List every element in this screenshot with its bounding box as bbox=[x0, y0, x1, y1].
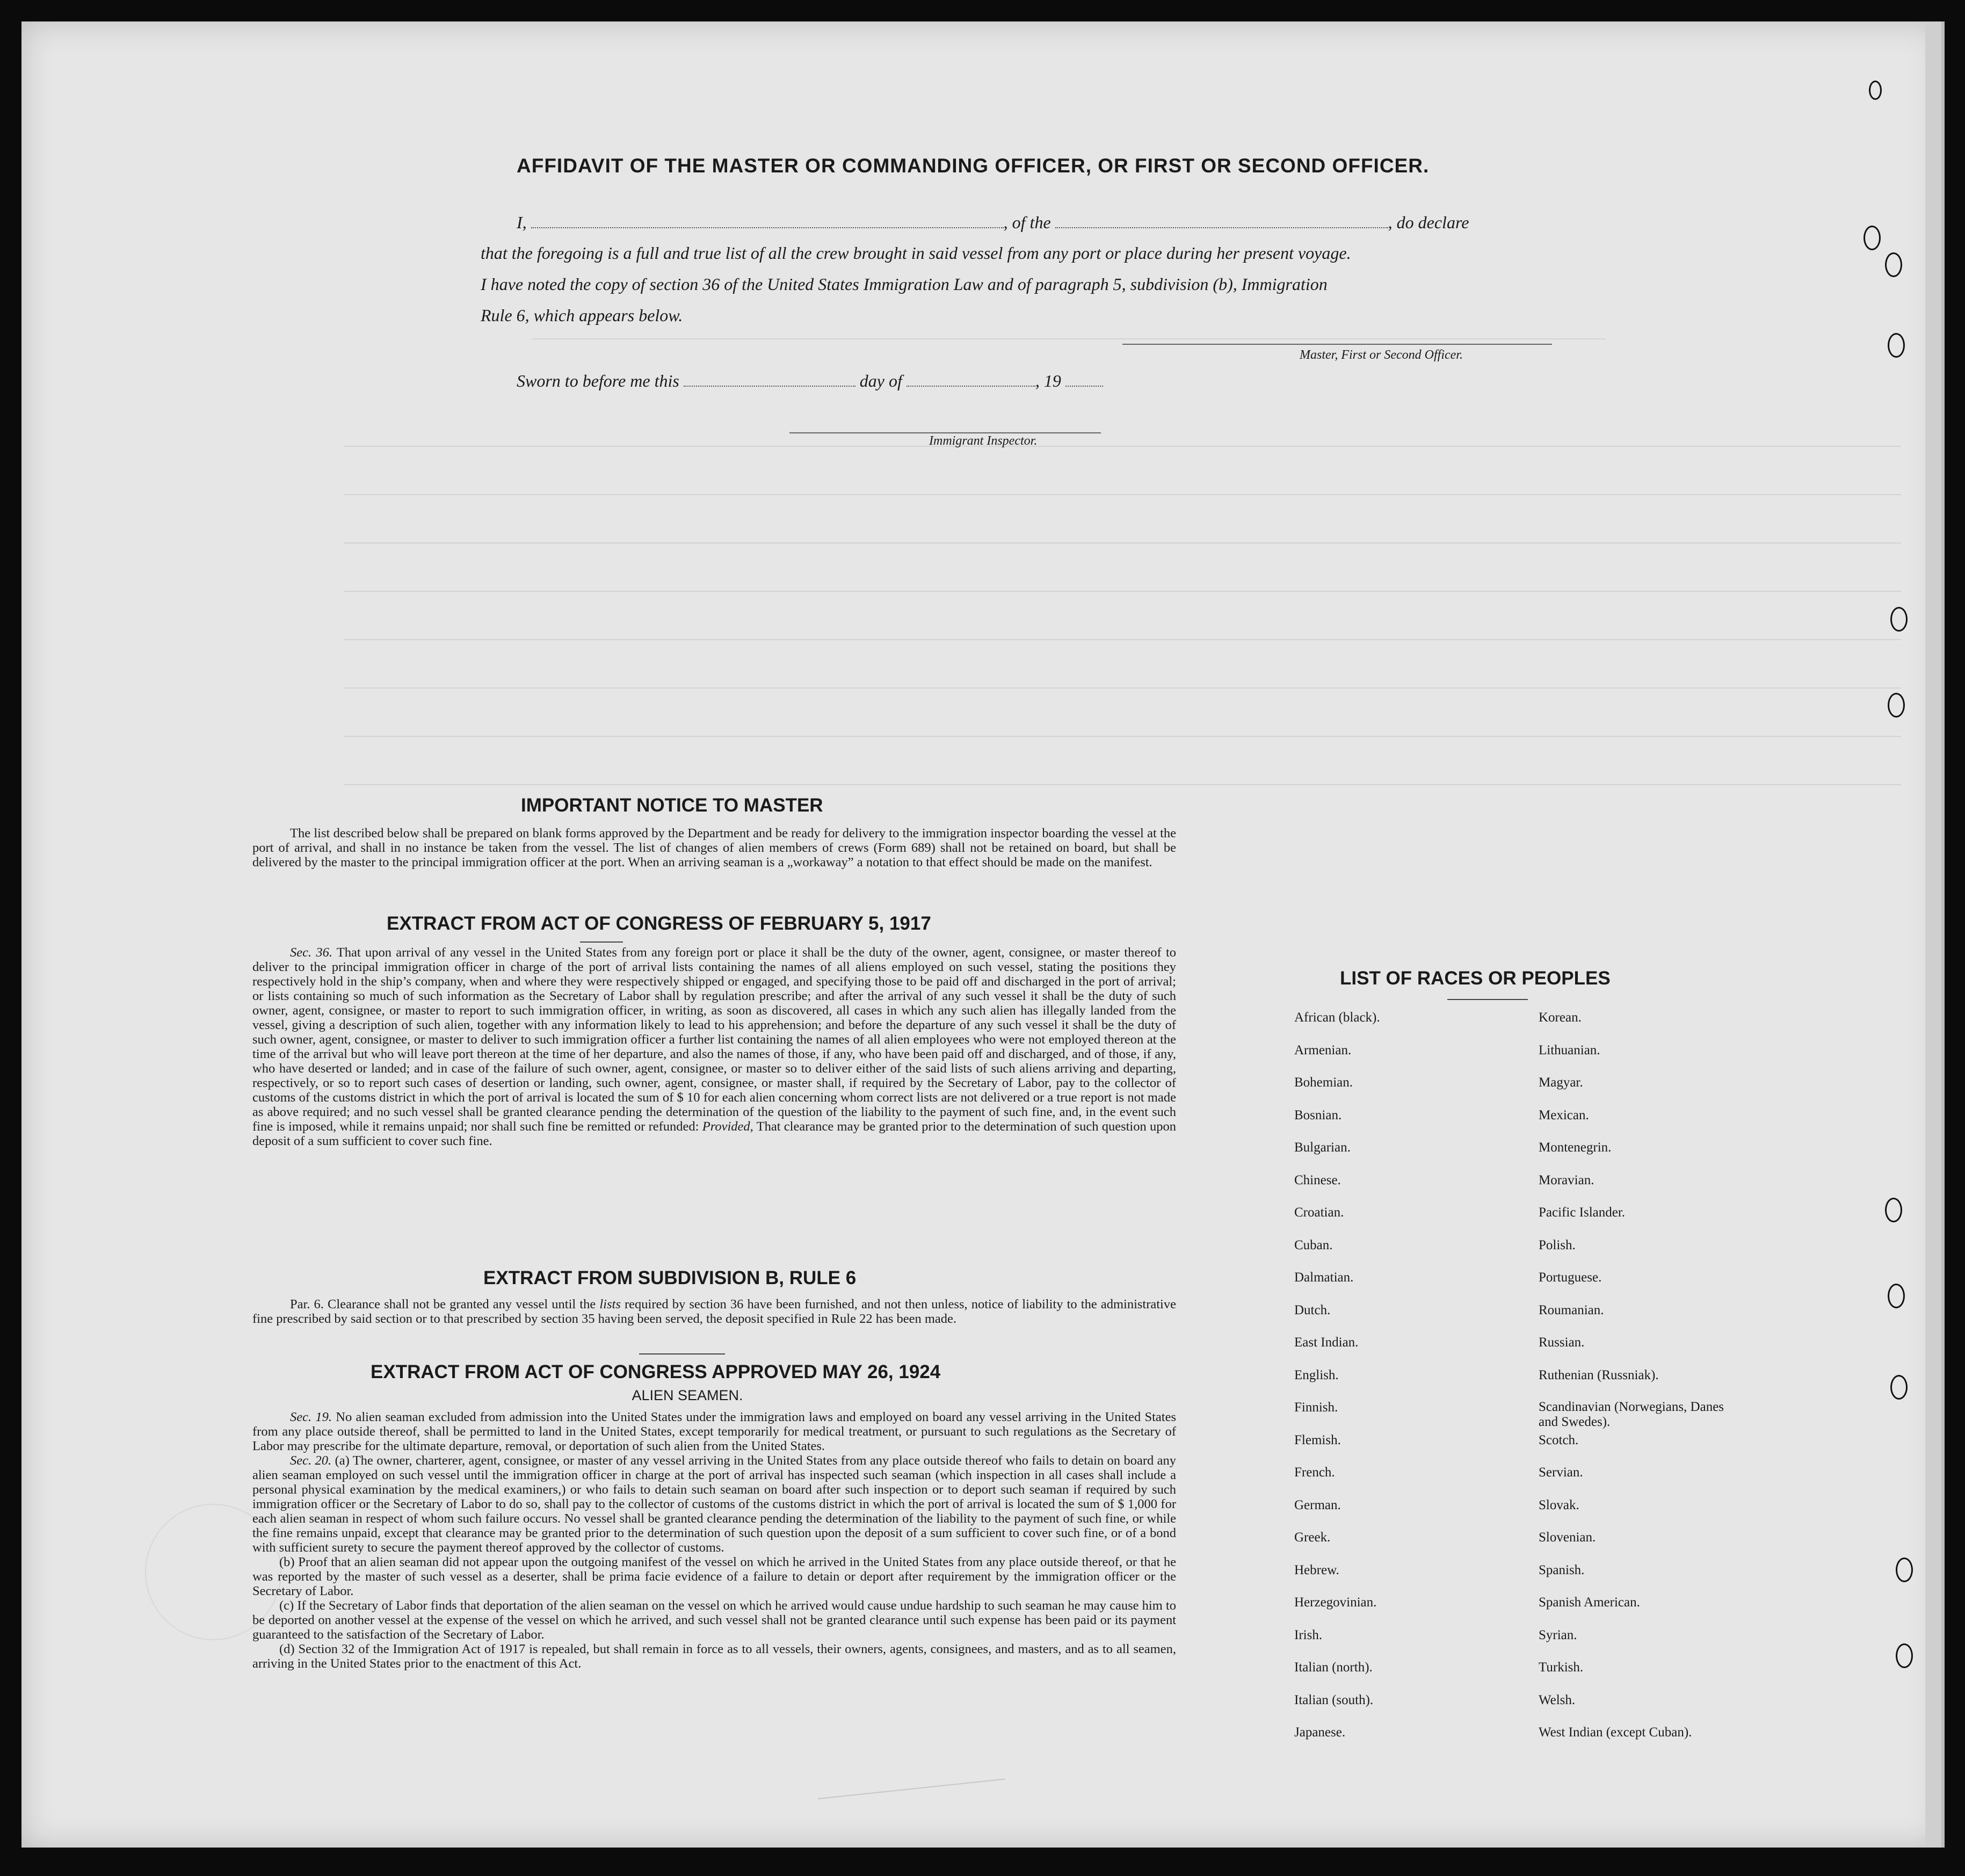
bleed-through-line bbox=[344, 639, 1901, 640]
race-item: Lithuanian. bbox=[1539, 1042, 1600, 1057]
race-item: German. bbox=[1294, 1497, 1341, 1512]
race-item: Ruthenian (Russniak). bbox=[1539, 1367, 1659, 1382]
sec36-text: That upon arrival of any vessel in the United States from any foreign port or place it shall be the duty of the owner, agent, consignee, or master thereof to deliver to the principal immigration officer in charge of the port of arrival lists containing the names of all aliens employed on such vessel, stating the positions they respectively hold in the ship’s company, when and where they were respectively shipped or engaged, and specifying those to be paid off and discharged in the port of arrival; or lists containing so much of such information as the Secretary of Labor shall by regulation prescribe; and after the arrival of any such vessel it shall be the duty of such owner, agent, consignee, or master to report to such immigration officer, in writing, as soon as discovered, all cases in which any such alien has illegally landed from the vessel, giving a description of such alien, together with any information likely to lead to his apprehension; and before the departure of any such vessel it shall be the duty of such owner, agent, consignee, or master to deliver to such immigration officer a further list containing the names of all alien employees who were not employed thereon at the time of the arrival but who will leave port thereon at the time of her departure, and also the names of those, if any, who have been paid off and discharged, and of those, if any, who have deserted or landed; and in case of the failure of such owner, agent, consignee, or master so to deliver either of the said lists of such aliens arriving and departing, respectively, or so to report such cases of desertion or landing, such owner, agent, consignee, or master shall, if required by the Secretary of Labor, pay to the collector of customs of the customs district in which the port of arrival is located the sum of $ 10 for each alien concerning whom correct lists are not delivered or a true report is not made as above required; and no such vessel shall be granted clearance pending the determination of the question of the liability to the payment of such fine, and, in the event such fine is imposed, while it remains unpaid; nor shall such fine be remitted or refunded: bbox=[252, 945, 1176, 1134]
race-item: Bosnian. bbox=[1294, 1107, 1342, 1122]
sec20d-paragraph: (d) Section 32 of the Immigration Act of 1917 is repealed, but shall remain in force as to all vessels, their owners, agents, consignees, and masters, and as to all seamen, arriving in the United States prior to the enactment of this Act. bbox=[252, 1642, 1176, 1671]
master-signature-line bbox=[1122, 344, 1552, 345]
race-item: Portuguese. bbox=[1539, 1270, 1602, 1285]
do-declare-label: , do declare bbox=[1388, 213, 1469, 232]
races-left-column bbox=[1294, 1010, 1525, 1757]
title-rule bbox=[580, 941, 623, 943]
race-item: African (black). bbox=[1294, 1010, 1380, 1025]
notice-text bbox=[252, 826, 1176, 870]
race-item: Servian. bbox=[1539, 1465, 1583, 1480]
sec20a-paragraph bbox=[252, 1453, 1176, 1555]
document-page bbox=[21, 21, 1945, 1848]
sworn-line bbox=[517, 371, 1103, 391]
inspector-label: Immigrant Inspector. bbox=[929, 434, 1038, 448]
race-item: Russian. bbox=[1539, 1335, 1585, 1350]
race-item: Slovak. bbox=[1539, 1497, 1579, 1512]
race-item: Italian (north). bbox=[1294, 1660, 1373, 1675]
name-blank bbox=[531, 212, 1004, 228]
sec20b-paragraph: (b) Proof that an alien seaman did not appear upon the outgoing manifest of the vessel on which he arrived in the United States from any place outside thereof, or that he was reported by the master of such vessel as a deserter, shall be prima facie evidence of a failure to detain or deport after requirement by the immigration officer or the Secretary of Labor. bbox=[252, 1555, 1176, 1598]
extract-1924-title: EXTRACT FROM ACT OF CONGRESS APPROVED MAY 26, 1924 bbox=[371, 1361, 941, 1382]
sec20a-text: (a) The owner, charterer, agent, consignee, or master of any vessel arriving in the United States from any place outside thereof who fails to detain on board any alien seaman employed on such vessel until the immigration officer in charge at the port of arrival has inspected such seaman (which inspection in all cases shall include a personal physical examination by the medical examiners,) or who fails to detain such seaman on board after such inspection or to deport such seaman if required by such immigration officer or the Secretary of Labor to do so, shall pay to the collector of customs of the customs district in which the port of arrival is located the sum of $ 1,000 for each alien seaman in respect of whom such failure occurs. No vessel shall be granted clearance pending the determination of the liability to the payment of such fine, or while the fine remains unpaid, except that clearance may be granted prior to the determination of such question upon the deposit of a sum sufficient to cover such fine, or of a bond with sufficient surety to secure the payment thereof approved by the collector of customs. bbox=[252, 1453, 1177, 1555]
binding-hole-mark bbox=[1888, 333, 1905, 358]
race-item: Pacific Islander. bbox=[1539, 1205, 1626, 1220]
race-item: Dalmatian. bbox=[1294, 1270, 1354, 1285]
affidavit-line-4: Rule 6, which appears below. bbox=[481, 306, 683, 325]
rule6-text-after: required by section 36 have been furnished, and not then unless, notice of liability to the administrative fine prescribed by said section or to that prescribed by section 35 having been served, the deposit specified in Rule 22 has been made. bbox=[252, 1297, 1176, 1326]
binding-hole-mark bbox=[1885, 252, 1902, 277]
sec19-label: Sec. 19. bbox=[290, 1410, 332, 1424]
binding-hole-mark bbox=[1890, 1375, 1908, 1400]
extract-1917-title: EXTRACT FROM ACT OF CONGRESS OF FEBRUARY 5, 1917 bbox=[387, 913, 931, 934]
race-item: Irish. bbox=[1294, 1627, 1323, 1642]
sec20-label: Sec. 20. bbox=[290, 1453, 332, 1468]
race-item: Polish. bbox=[1539, 1237, 1576, 1252]
race-item: Armenian. bbox=[1294, 1042, 1352, 1057]
title-rule bbox=[639, 1353, 725, 1355]
race-item: West Indian (except Cuban). bbox=[1539, 1725, 1692, 1740]
notice-title: IMPORTANT NOTICE TO MASTER bbox=[521, 795, 823, 816]
day-blank bbox=[684, 371, 855, 387]
notice-paragraph: The list described below shall be prepared on blank forms approved by the Department and be ready for delivery to the immigration inspector boarding the vessel at the port of arrival, and shall in no instance be taken from the vessel. The list of changes of alien members of crews (Form 689) shall not be retained on board, but shall be delivered by the master to the principal immigration officer at the port. When an arriving seaman is a „workaway” a notation to that effect should be made on the manifest. bbox=[252, 826, 1176, 870]
race-item: Dutch. bbox=[1294, 1302, 1331, 1317]
of-the-label: , of the bbox=[1003, 213, 1051, 232]
affidavit-line-3: I have noted the copy of section 36 of the United States Immigration Law and of paragraph 5, subdivision (b), Immigration bbox=[481, 274, 1328, 294]
binding-hole-mark bbox=[1896, 1643, 1913, 1668]
binding-hole-mark bbox=[1864, 226, 1881, 250]
race-item: Chinese. bbox=[1294, 1172, 1341, 1187]
bleed-through-line bbox=[344, 784, 1901, 785]
vessel-blank bbox=[1055, 212, 1388, 228]
rule6-lists-word: lists bbox=[599, 1297, 621, 1312]
race-item: Finnish. bbox=[1294, 1400, 1338, 1415]
bleed-through-line bbox=[344, 591, 1901, 592]
extract-1917-text bbox=[252, 945, 1176, 1148]
proviso-text: That clearance may be granted prior to the determination of such question upon deposit of a sum sufficient to cover such fine. bbox=[252, 1119, 1177, 1148]
race-item: French. bbox=[1294, 1465, 1335, 1480]
race-item: Flemish. bbox=[1294, 1432, 1341, 1447]
page-edge bbox=[1925, 21, 1941, 1848]
bleed-through-line bbox=[344, 446, 1901, 447]
race-item: Mexican. bbox=[1539, 1107, 1589, 1122]
race-item: Scandinavian (Norwegians, Danes and Swedes). bbox=[1539, 1400, 1724, 1429]
race-item: Italian (south). bbox=[1294, 1692, 1374, 1707]
month-blank bbox=[907, 371, 1035, 387]
race-item: Syrian. bbox=[1539, 1627, 1577, 1642]
rule6-paragraph bbox=[252, 1297, 1176, 1326]
binding-hole-mark bbox=[1896, 1558, 1913, 1582]
master-label: Master, First or Second Officer. bbox=[1300, 348, 1463, 362]
sec36-paragraph bbox=[252, 945, 1176, 1148]
extract-rule6-text bbox=[252, 1297, 1176, 1326]
race-item: East Indian. bbox=[1294, 1335, 1359, 1350]
race-item: Moravian. bbox=[1539, 1172, 1594, 1187]
title-rule bbox=[1447, 999, 1528, 1000]
sworn-prefix: Sworn to before me this bbox=[517, 371, 679, 390]
sec36-label: Sec. 36. bbox=[290, 945, 333, 960]
sec19-paragraph bbox=[252, 1410, 1176, 1453]
sec20c-paragraph: (c) If the Secretary of Labor finds that deportation of the alien seaman on the vessel on which he arrived would cause undue hardship to such seaman he may cause him to be deported on another vessel at the expense of the vessel on which he arrived, and such vessel shall not be granted clearance until such expense has been paid or its payment guaranteed to the satisfaction of the Secretary of Labor. bbox=[252, 1598, 1176, 1642]
alien-seamen-subtitle: ALIEN SEAMEN. bbox=[632, 1387, 743, 1403]
day-of-label: day of bbox=[859, 371, 902, 390]
binding-hole-mark bbox=[1888, 693, 1905, 718]
race-item: Welsh. bbox=[1539, 1692, 1576, 1707]
race-item: Spanish American. bbox=[1539, 1595, 1640, 1610]
race-item: Cuban. bbox=[1294, 1237, 1333, 1252]
race-item: Hebrew. bbox=[1294, 1562, 1339, 1577]
race-item: Spanish. bbox=[1539, 1562, 1585, 1577]
extract-rule6-title: EXTRACT FROM SUBDIVISION B, RULE 6 bbox=[483, 1267, 857, 1288]
race-item: Bohemian. bbox=[1294, 1075, 1353, 1090]
race-item: Bulgarian. bbox=[1294, 1140, 1351, 1155]
race-item: Greek. bbox=[1294, 1530, 1331, 1545]
year-blank bbox=[1065, 371, 1103, 387]
binding-hole-mark bbox=[1885, 1198, 1902, 1222]
race-item: Croatian. bbox=[1294, 1205, 1344, 1220]
rule6-text-before: Par. 6. Clearance shall not be granted any vessel until the bbox=[290, 1297, 596, 1312]
race-item: Montenegrin. bbox=[1539, 1140, 1612, 1155]
bleed-through-line bbox=[532, 338, 1606, 339]
race-item: Turkish. bbox=[1539, 1660, 1584, 1675]
bleed-through-line bbox=[344, 542, 1901, 544]
faded-signature bbox=[816, 1757, 1005, 1799]
races-right-column bbox=[1539, 1010, 1770, 1757]
affidavit-title: AFFIDAVIT OF THE MASTER OR COMMANDING OFFICER, OR FIRST OR SECOND OFFICER. bbox=[517, 155, 1430, 177]
race-item: Herzegovinian. bbox=[1294, 1595, 1377, 1610]
sec19-text: No alien seaman excluded from admission into the United States under the immigration laws and employed on board any vessel arriving in the United States from any place outside thereof, shall be permitted to land in the United States, except temporarily for medical treatment, or pursuant to such regulations as the Secretary of Labor may prescribe for the ultimate departure, removal, or deportation of such alien from the United States. bbox=[252, 1410, 1177, 1453]
binding-hole-mark bbox=[1869, 81, 1882, 100]
race-item: Slovenian. bbox=[1539, 1530, 1596, 1545]
races-title: LIST OF RACES OR PEOPLES bbox=[1340, 968, 1611, 989]
binding-hole-mark bbox=[1888, 1284, 1905, 1308]
bleed-through-line bbox=[344, 494, 1901, 495]
affidavit-line-2: that the foregoing is a full and true list of all the crew brought in said vessel from any port or place during her present voyage. bbox=[481, 243, 1351, 263]
affidavit-i-label: I, bbox=[517, 213, 527, 232]
inspector-signature-line bbox=[789, 432, 1101, 433]
bleed-through-line bbox=[344, 736, 1901, 737]
race-item: Japanese. bbox=[1294, 1725, 1346, 1740]
race-item: Scotch. bbox=[1539, 1432, 1579, 1447]
race-item: Magyar. bbox=[1539, 1075, 1583, 1090]
affidavit-line-1 bbox=[517, 212, 1469, 233]
bleed-through-line bbox=[344, 687, 1901, 689]
binding-hole-mark bbox=[1890, 607, 1908, 632]
proviso-label: Provided, bbox=[702, 1119, 753, 1134]
extract-1924-text bbox=[252, 1410, 1176, 1671]
year-label: , 19 bbox=[1035, 371, 1061, 390]
race-item: Korean. bbox=[1539, 1010, 1582, 1025]
race-item: English. bbox=[1294, 1367, 1339, 1382]
race-item: Roumanian. bbox=[1539, 1302, 1604, 1317]
